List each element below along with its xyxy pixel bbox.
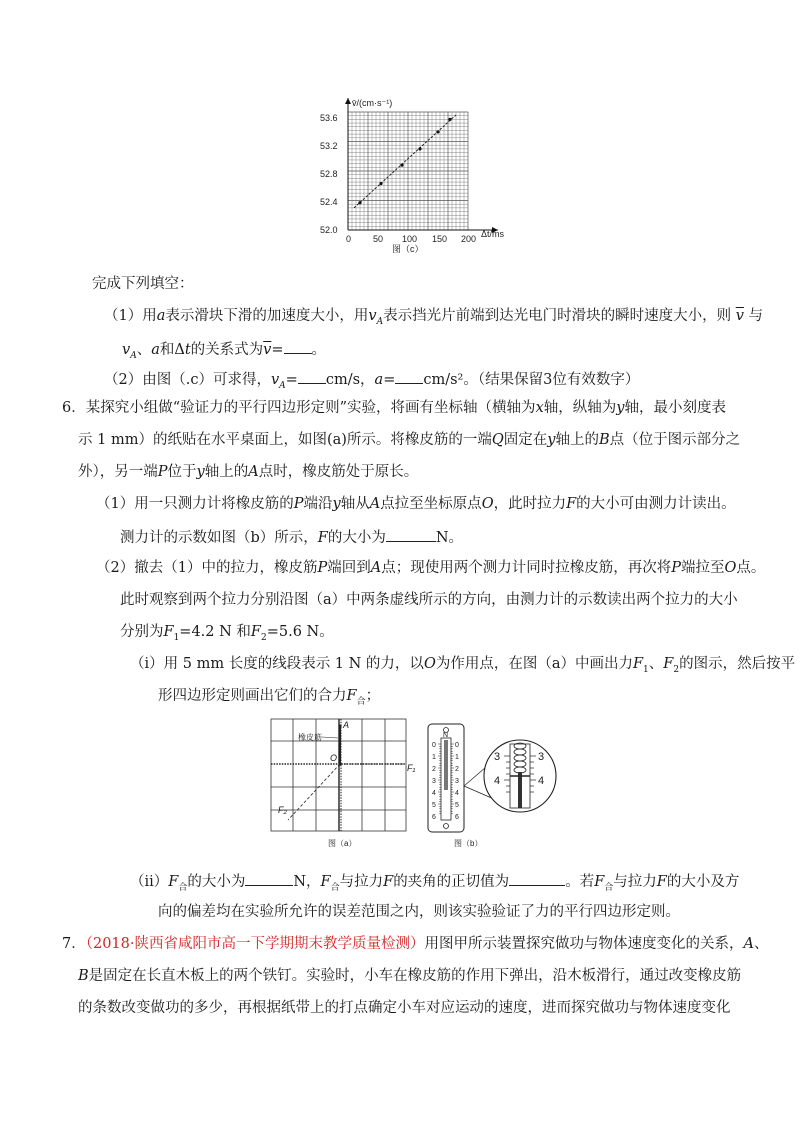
x-tick-label: 50 — [373, 234, 384, 244]
x-tick-label: 150 — [432, 234, 448, 244]
scale-label: 5 — [455, 802, 459, 809]
scale-label: 4 — [432, 790, 436, 797]
f2-label: F₂ — [278, 805, 287, 815]
zoom-scale-label: 3 — [494, 751, 501, 763]
figure-c-chart — [318, 94, 518, 254]
data-point — [358, 201, 361, 204]
data-point — [400, 164, 403, 167]
q6-line3: 外），另一端P位于y轴上的A点时，橡皮筋处于原长。 — [78, 464, 419, 480]
q6-step2-line3: 分别为$F_1=4.2$ N 和$F_2=5.6$ N。 — [120, 624, 334, 643]
scale-label: 5 — [432, 802, 436, 809]
chart-grid — [348, 112, 468, 230]
q6-line2: 示 1 mm）的纸贴在水平桌面上，如图(a)所示。将橡皮筋的一端Q固定在y轴上的B点（位于图示部分之 — [78, 432, 741, 448]
scale-label: 3 — [455, 778, 459, 785]
figure-caption: 图（c） — [392, 244, 424, 254]
x-tick-label: 200 — [461, 234, 477, 244]
figure-a — [268, 716, 418, 851]
figure-b — [424, 716, 564, 851]
y-tick-label: 53.2 — [320, 141, 338, 151]
answer-blank[interactable] — [284, 338, 312, 354]
point-A-label: A — [343, 720, 350, 730]
fit-line — [354, 115, 456, 208]
x-axis-label: Δt/ms — [481, 229, 505, 239]
scale-label: 3 — [432, 778, 436, 785]
figure-caption: 图（a） — [328, 839, 357, 848]
q6-sub-i-line1: （i）用 5 mm 长度的线段表示 1 N 的力，以O为作用点，在图（a）中画出力$F_1$、$F_2$的图示，然后按平 — [130, 656, 796, 675]
q7-line2: B是固定在长直木板上的两个铁钉。实验时，小车在橡皮筋的作用下弹出，沿木板滑行，通过改变橡皮筋 — [78, 968, 742, 984]
rubber-band-label: 橡皮筋 — [298, 733, 322, 742]
q5-part2: （2）由图（.c）可求得，$v_A= cm/s$，a= cm/s²。（结果保留3位有效数字） — [104, 368, 639, 396]
scale-label: 6 — [432, 814, 436, 821]
answer-blank[interactable] — [386, 526, 436, 542]
q5-intro: 完成下列填空： — [92, 276, 194, 292]
origin-label: O — [330, 753, 338, 763]
y-tick-label: 52.8 — [320, 169, 338, 179]
q5-part1-line1: （1）用a表示滑块下滑的加速度大小，用$v_A$表示挡光片前端到达光电门时滑块的瞬时速度大小，则 $\overline{v}$ 与 — [104, 308, 764, 327]
y-axis-label: v̄/(cm·s⁻¹) — [352, 98, 393, 108]
q6-step1-line1: （1）用一只测力计将橡皮筋的P端沿y轴从A点拉至坐标原点O，此时拉力F的大小可由测力计读出。 — [96, 496, 736, 512]
data-point — [448, 118, 451, 121]
zoom-scale-label: 3 — [538, 751, 545, 763]
answer-blank[interactable] — [395, 368, 423, 384]
q6-line1: 6．某探究小组做“验证力的平行四边形定则”实验，将画有坐标轴（横轴为x轴，纵轴为y轴，最小刻度表 — [62, 400, 726, 416]
data-point — [379, 182, 382, 185]
scale-label: 6 — [455, 814, 459, 821]
y-axis-arrow — [345, 98, 351, 104]
unit-label: N — [443, 732, 449, 739]
y-tick-label: 52.0 — [320, 225, 338, 235]
figure-caption: 图（b） — [454, 839, 483, 848]
zoom-scale-label: 4 — [538, 775, 545, 787]
q6-sub-ii-line1: $(ii)F_合$的大小为 N，$F_合$与拉力F的夹角的正切值为 。若$F_合$与拉力F的大小及方 — [130, 870, 739, 898]
scale-label: 2 — [455, 766, 459, 773]
answer-blank[interactable] — [245, 870, 293, 886]
data-point — [436, 130, 439, 133]
q7-line3: 的条数改变做功的多少，再根据纸带上的打点确定小车对应运动的速度，进而探究做功与物体速度变化 — [78, 1000, 731, 1016]
y-tick-label: 53.6 — [320, 113, 338, 123]
scale-label: 1 — [432, 754, 436, 761]
q5-part1-line2: $v_A$、a和Δt的关系式为$\overline{v}=$ 。 — [122, 338, 326, 366]
answer-blank[interactable] — [298, 368, 326, 384]
x-tick-label: 0 — [346, 234, 352, 244]
answer-blank[interactable] — [509, 870, 565, 886]
q6-step2-line2: 此时观察到两个拉力分别沿图（a）中两条虚线所示的方向，由测力计的示数读出两个拉力的大小 — [120, 592, 738, 608]
scale-label: 4 — [455, 790, 459, 797]
y-tick-label: 52.4 — [320, 197, 338, 207]
q6-step1-line2: 测力计的示数如图（b）所示，F的大小为 N。 — [120, 526, 463, 548]
q6-step2-line1: （2）撤去（1）中的拉力，橡皮筋P端回到A点；现使用两个测力计同时拉橡皮筋，再次将P端拉至O点。 — [96, 560, 766, 576]
q6-sub-ii-line2: 向的偏差均在实验所允许的误差范围之内，则该实验验证了力的平行四边形定则。 — [158, 904, 680, 920]
q7-line1: 7．（2018·陕西省咸阳市高一下学期期末教学质量检测）用图甲所示装置探究做功与物体速度变化的关系，A、 — [62, 936, 769, 952]
source-citation: （2018·陕西省咸阳市高一下学期期末教学质量检测） — [85, 936, 425, 952]
x-tick-label: 100 — [402, 234, 418, 244]
scale-label: 2 — [432, 766, 436, 773]
zoom-scale-label: 4 — [494, 775, 501, 787]
q6-sub-i-line2: 形四边形定则画出它们的合力$F_合$； — [158, 688, 381, 707]
scale-label: 1 — [455, 754, 459, 761]
f1-label: F₁ — [407, 763, 416, 773]
scale-label: 0 — [432, 742, 436, 749]
scale-label: 0 — [455, 742, 459, 749]
data-point — [418, 147, 421, 150]
